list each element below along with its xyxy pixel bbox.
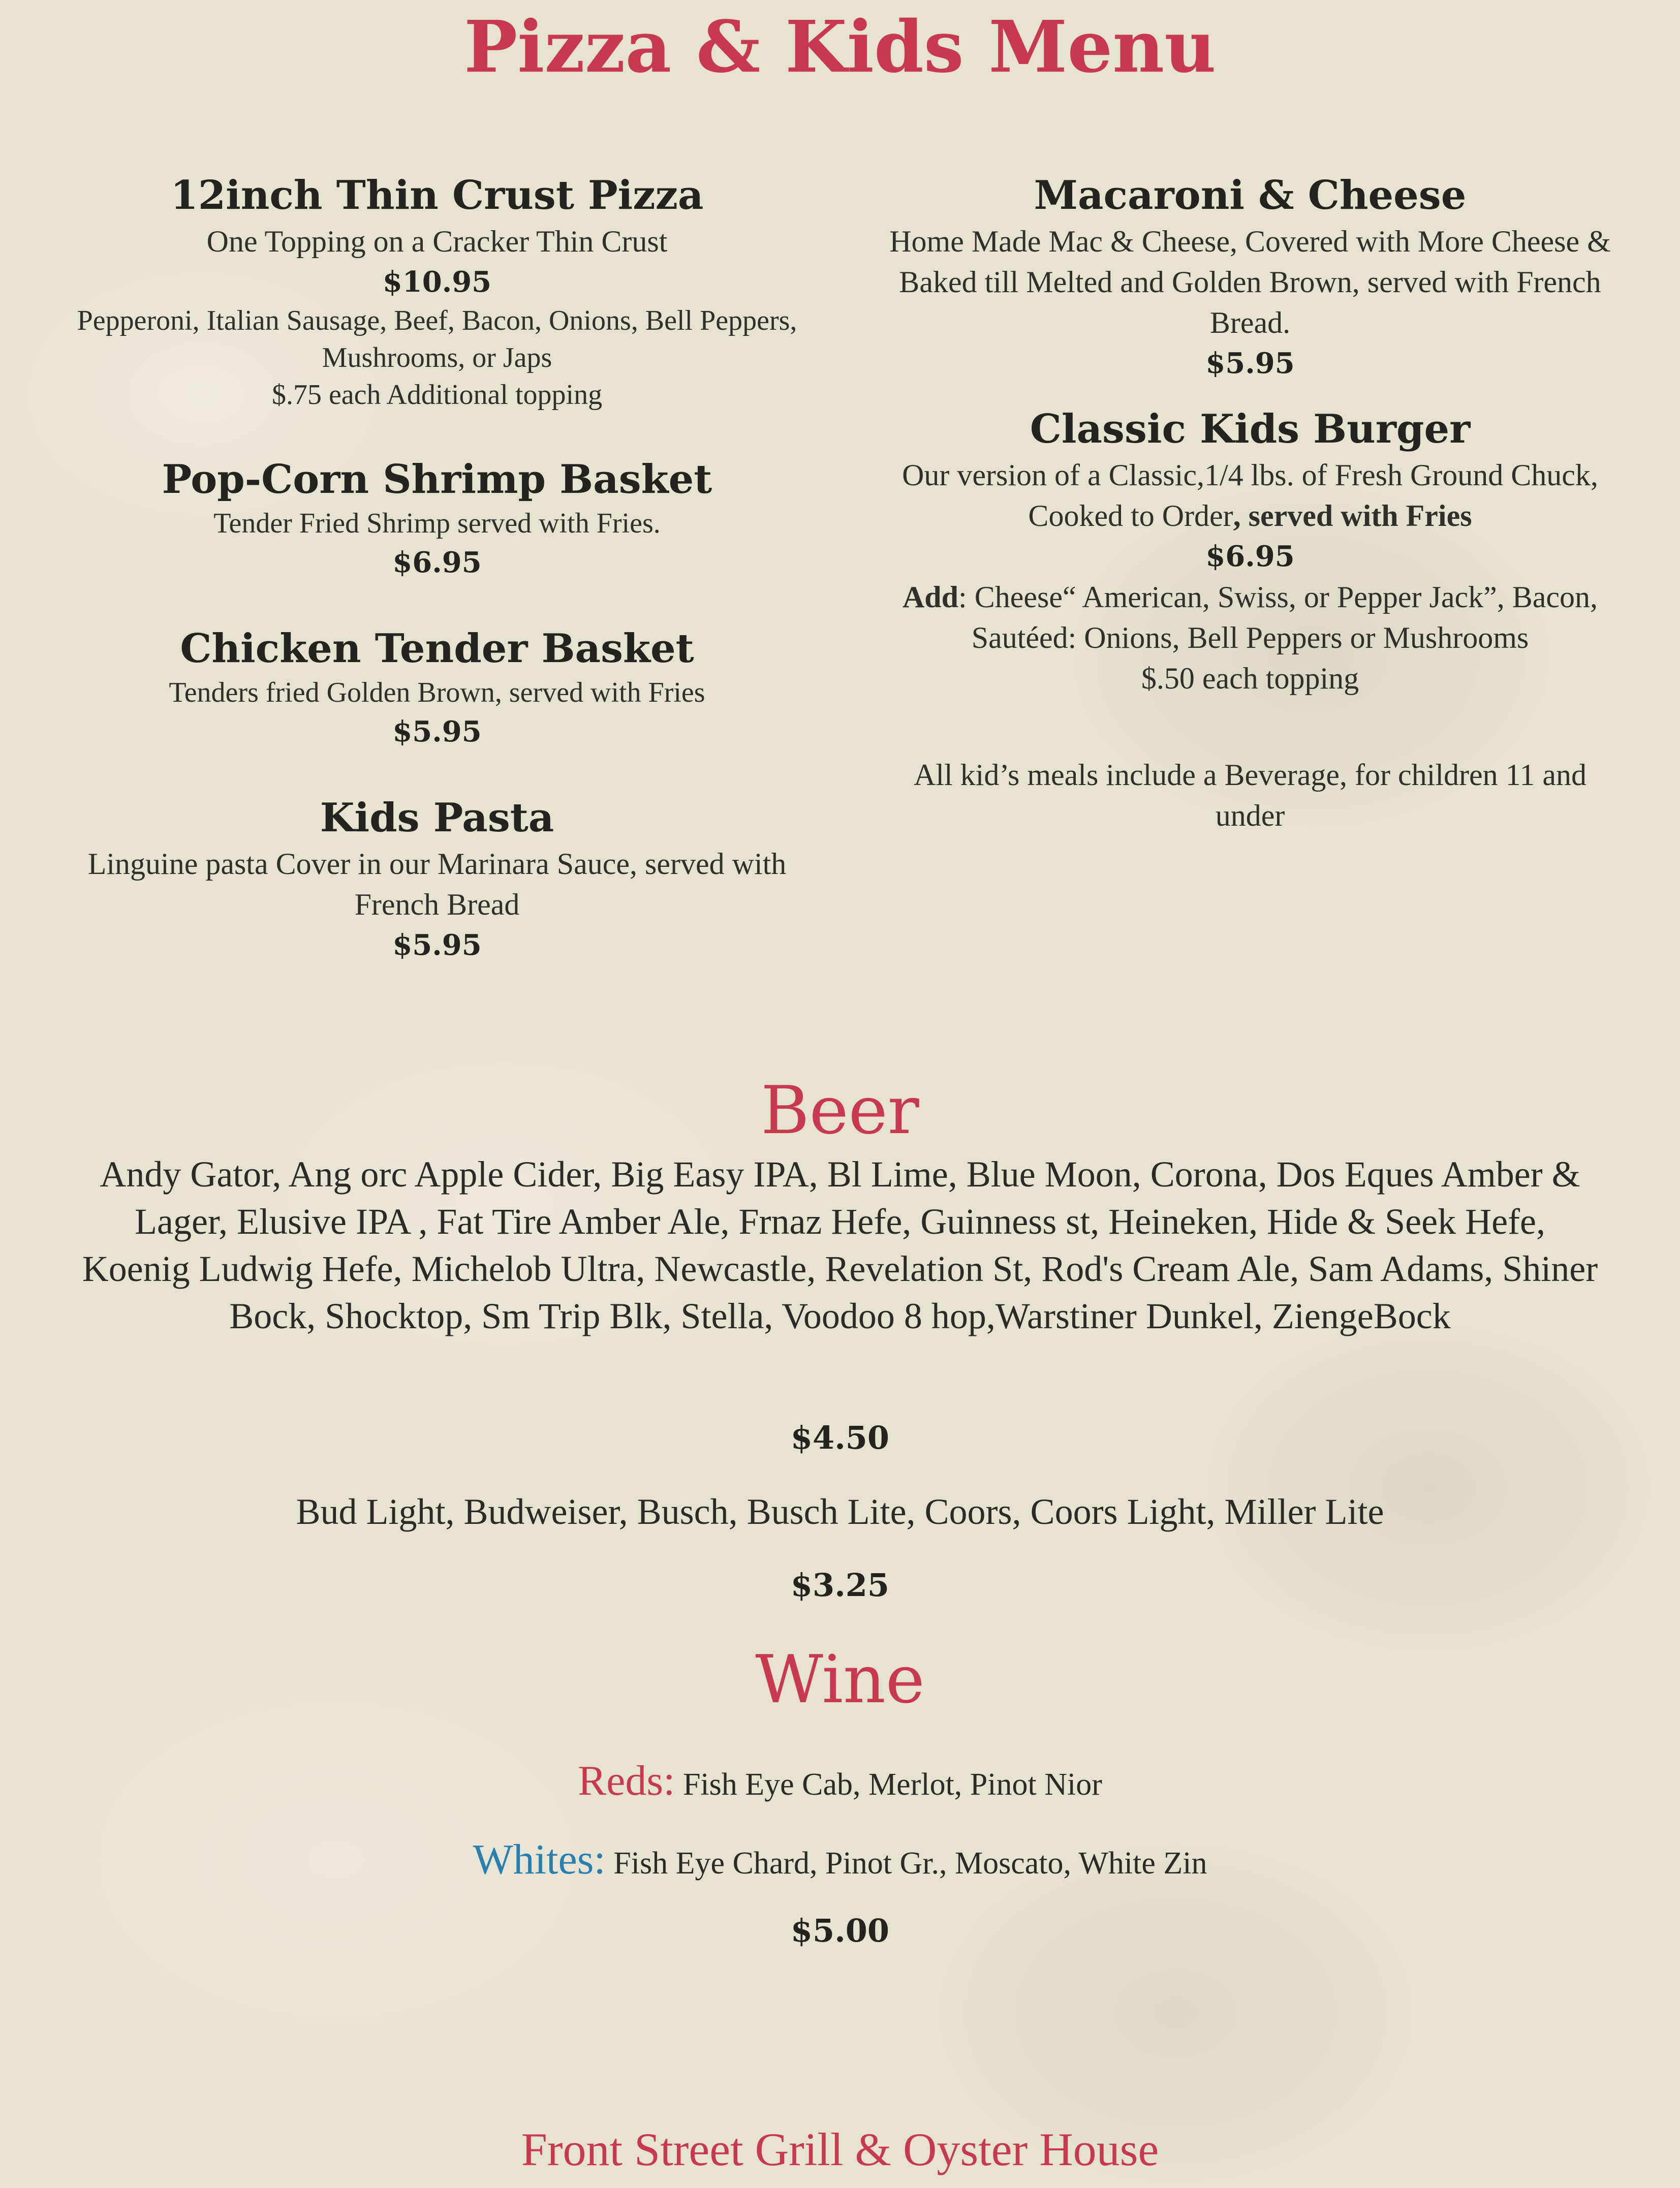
item-title: Kids Pasta bbox=[320, 795, 554, 841]
item-price: $5.95 bbox=[392, 715, 482, 748]
left-menu-column bbox=[56, 170, 818, 965]
kids-meal-note: All kid’s meals include a Beverage, for children 11 and under bbox=[913, 758, 1586, 832]
item-title: Classic Kids Burger bbox=[1030, 406, 1471, 452]
menu-item-burger bbox=[864, 404, 1636, 699]
beer-domestic-price: $3.25 bbox=[790, 1567, 890, 1604]
beer-heading: Beer bbox=[761, 1072, 919, 1149]
item-price: $6.95 bbox=[1205, 540, 1295, 573]
item-price: $6.95 bbox=[392, 546, 482, 579]
item-description: Home Made Mac & Cheese, Covered with More Cheese & Baked till Melted and Golden Brown, served with French Bread. bbox=[889, 225, 1611, 339]
wine-reds-line bbox=[0, 1756, 1680, 1810]
item-description: One Topping on a Cracker Thin Crust bbox=[206, 225, 668, 258]
item-title: 12inch Thin Crust Pizza bbox=[170, 172, 704, 218]
reds-list: Fish Eye Cab, Merlot, Pinot Nior bbox=[682, 1767, 1102, 1802]
item-title: Macaroni & Cheese bbox=[1034, 172, 1467, 218]
beer-domestic-list: Bud Light, Budweiser, Busch, Busch Lite, Coors, Coors Light, Miller Lite bbox=[296, 1491, 1384, 1532]
item-description bbox=[864, 455, 1636, 536]
whites-list: Fish Eye Chard, Pinot Gr., Moscato, White Zin bbox=[613, 1846, 1207, 1881]
wine-price: $5.00 bbox=[790, 1912, 890, 1949]
reds-label: Reds: bbox=[578, 1757, 675, 1804]
item-description: Tenders fried Golden Brown, served with Fries bbox=[169, 677, 705, 708]
item-extra: $.50 each topping bbox=[1141, 662, 1359, 695]
item-description: Linguine pasta Cover in our Marinara Sauce, served with French Bread bbox=[87, 847, 787, 921]
beer-premium-price: $4.50 bbox=[790, 1419, 890, 1456]
add-text: : Cheese“ American, Swiss, or Pepper Jack”, Bacon, Sautéed: Onions, Bell Peppers or Mushrooms bbox=[958, 580, 1598, 654]
whites-label: Whites: bbox=[473, 1836, 606, 1883]
description-bold-text: , served with Fries bbox=[1233, 499, 1472, 533]
menu-item-pasta bbox=[56, 793, 818, 965]
description-text: Our version of a Classic,1/4 lbs. of Fresh Ground Chuck, Cooked to Order bbox=[902, 458, 1598, 533]
item-price: $5.95 bbox=[392, 928, 482, 962]
item-addons bbox=[864, 577, 1636, 658]
menu-item-pizza bbox=[56, 170, 818, 414]
menu-item-shrimp bbox=[56, 454, 818, 583]
item-price: $5.95 bbox=[1205, 347, 1295, 380]
wine-whites-line bbox=[0, 1834, 1680, 1889]
restaurant-name-footer: Front Street Grill & Oyster House bbox=[521, 2123, 1159, 2175]
right-menu-column bbox=[864, 170, 1636, 836]
menu-item-chicken bbox=[56, 623, 818, 752]
beer-premium-list: Andy Gator, Ang orc Apple Cider, Big Easy IPA, Bl Lime, Blue Moon, Corona, Dos Eques Amber & Lager, Elusive IPA , Fat Tire Amber Ale, Frnaz Hefe, Guinness st, Heineken, Hide & Seek Hefe, Koenig Ludwig Hefe, Michelob Ultra, Newcastle, Revelation St, Rod's Cream Ale, Sam Adams, Shiner Bock, Shocktop, Sm Trip Blk, Stella, Voodoo 8 hop,Warstiner Dunkel, ZiengeBock bbox=[82, 1154, 1598, 1336]
item-toppings: Pepperoni, Italian Sausage, Beef, Bacon, Onions, Bell Peppers, Mushrooms, or Japs bbox=[77, 305, 797, 373]
item-description: Tender Fried Shrimp served with Fries. bbox=[213, 508, 661, 539]
item-title: Chicken Tender Basket bbox=[180, 626, 694, 672]
item-title: Pop-Corn Shrimp Basket bbox=[162, 456, 712, 503]
item-extra: $.75 each Additional topping bbox=[271, 379, 603, 411]
add-label: Add bbox=[902, 580, 959, 614]
page-title: Pizza & Kids Menu bbox=[464, 6, 1216, 89]
wine-heading: Wine bbox=[755, 1641, 925, 1718]
menu-item-mac-cheese bbox=[864, 170, 1636, 384]
item-price: $10.95 bbox=[382, 265, 492, 299]
